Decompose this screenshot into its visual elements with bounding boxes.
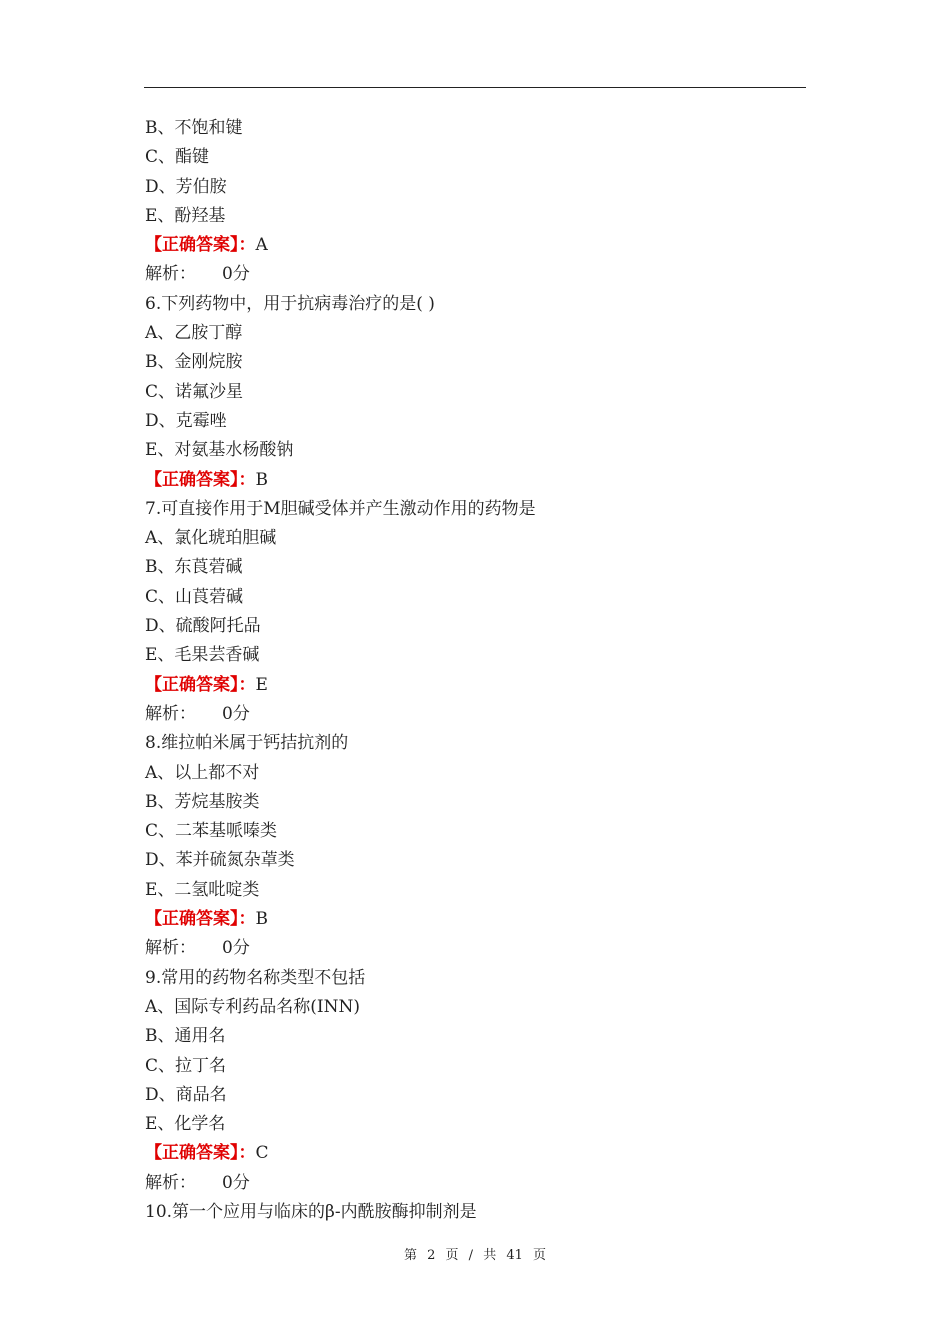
correct-answer-line xyxy=(145,466,805,495)
header-rule xyxy=(144,87,806,88)
page-footer xyxy=(0,1244,950,1263)
answer-option: E、化学名 xyxy=(145,1114,226,1135)
footer-total-prefix: 共 xyxy=(483,1248,497,1263)
answer-option: B、不饱和键 xyxy=(145,118,243,138)
correct-answer-label: 【正确答案】： xyxy=(145,674,256,695)
answer-option: C、山莨菪碱 xyxy=(145,586,244,607)
answer-option: E、毛果芸香碱 xyxy=(145,645,260,666)
correct-answer-label: 【正确答案】： xyxy=(145,469,256,490)
correct-answer-value: C xyxy=(255,1143,269,1164)
answer-option: E、二氢吡啶类 xyxy=(145,879,260,900)
analysis-label: 解析： xyxy=(145,264,196,285)
analysis-score: 0分 xyxy=(222,703,250,724)
analysis-label: 解析： xyxy=(145,1172,196,1193)
correct-answer-line xyxy=(145,671,805,700)
document-body xyxy=(145,114,805,1227)
analysis-line xyxy=(145,934,805,963)
answer-option: C、诺氟沙星 xyxy=(145,381,244,402)
answer-option: E、对氨基水杨酸钠 xyxy=(145,440,294,461)
question-stem: 8.维拉帕米属于钙拮抗剂的 xyxy=(145,733,349,754)
analysis-label: 解析： xyxy=(145,938,196,959)
answer-option: B、金刚烷胺 xyxy=(145,352,243,373)
footer-separator: / xyxy=(468,1248,474,1263)
correct-answer-line xyxy=(145,905,805,934)
question-stem: 6.下列药物中，用于抗病毒治疗的是( ) xyxy=(145,293,435,314)
footer-total-unit: 页 xyxy=(533,1248,547,1263)
question-stem: 9.常用的药物名称类型不包括 xyxy=(145,967,366,988)
analysis-line xyxy=(145,700,805,729)
answer-option: D、苯并硫氮杂䓬类 xyxy=(145,850,295,871)
footer-total-pages: 41 xyxy=(506,1248,523,1263)
correct-answer-value: E xyxy=(255,674,268,695)
correct-answer-line xyxy=(145,1139,805,1168)
analysis-label: 解析： xyxy=(145,703,196,724)
answer-option: D、克霉唑 xyxy=(145,410,227,431)
correct-answer-label: 【正确答案】： xyxy=(145,1143,256,1164)
answer-option: D、芳伯胺 xyxy=(145,176,227,197)
answer-option: D、商品名 xyxy=(145,1084,227,1105)
answer-option: A、国际专利药品名称(INN) xyxy=(145,996,361,1017)
answer-option: C、二苯基哌嗪类 xyxy=(145,821,278,842)
answer-option: A、氯化琥珀胆碱 xyxy=(145,528,277,549)
correct-answer-value: B xyxy=(255,909,268,930)
answer-option: C、拉丁名 xyxy=(145,1055,227,1076)
answer-option: D、硫酸阿托品 xyxy=(145,616,261,637)
correct-answer-label: 【正确答案】： xyxy=(145,909,256,930)
correct-answer-label: 【正确答案】： xyxy=(145,235,256,256)
analysis-line xyxy=(145,1169,805,1198)
answer-option: A、乙胺丁醇 xyxy=(145,323,243,344)
answer-option: B、通用名 xyxy=(145,1026,226,1047)
correct-answer-value: B xyxy=(255,469,268,490)
analysis-score: 0分 xyxy=(222,264,250,285)
answer-option: C、酯键 xyxy=(145,147,210,168)
correct-answer-value: A xyxy=(255,235,268,256)
correct-answer-line xyxy=(145,231,805,260)
question-stem: 10.第一个应用与临床的β-内酰胺酶抑制剂是 xyxy=(145,1201,477,1222)
footer-page-number: 2 xyxy=(427,1248,436,1263)
answer-option: A、以上都不对 xyxy=(145,762,260,783)
analysis-score: 0分 xyxy=(222,1172,250,1193)
answer-option: E、酚羟基 xyxy=(145,205,226,226)
footer-page-unit: 页 xyxy=(445,1248,459,1263)
answer-option: B、芳烷基胺类 xyxy=(145,791,260,812)
analysis-score: 0分 xyxy=(222,938,250,959)
answer-option: B、东莨菪碱 xyxy=(145,557,243,578)
analysis-line xyxy=(145,260,805,289)
footer-prefix: 第 xyxy=(403,1248,417,1263)
question-stem: 7.可直接作用于M胆碱受体并产生激动作用的药物是 xyxy=(145,498,536,519)
